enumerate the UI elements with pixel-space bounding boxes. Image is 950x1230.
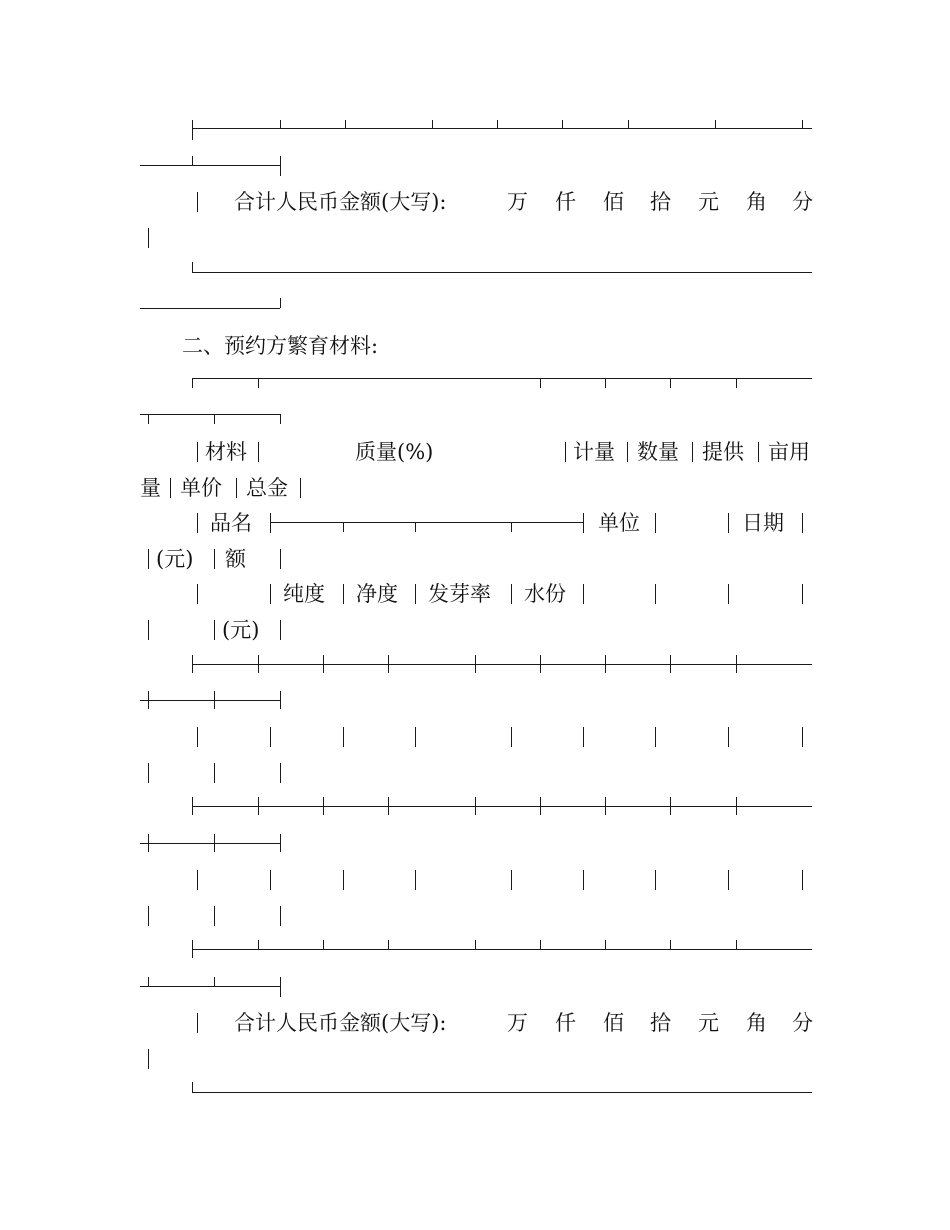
table-rule	[140, 165, 280, 166]
header-unit: 单位	[598, 511, 640, 535]
header-mu-yong: 亩用	[768, 440, 810, 464]
table-rule	[670, 655, 671, 673]
table-rule	[475, 797, 476, 815]
header-mu-yong-cont: 量	[140, 476, 161, 500]
table-rule	[214, 834, 215, 852]
table-rule	[280, 156, 281, 176]
table-rule	[192, 655, 193, 673]
table-rule	[258, 655, 259, 673]
table-rule	[270, 513, 271, 533]
table-rule	[343, 727, 344, 747]
table-rule	[280, 620, 281, 640]
table-rule	[280, 549, 281, 569]
table-rule	[415, 727, 416, 747]
table-rule	[670, 940, 671, 949]
table-rule	[655, 727, 656, 747]
table-rule	[511, 522, 512, 532]
table-rule	[388, 797, 389, 815]
table-rule	[345, 120, 346, 128]
table-rule	[140, 308, 280, 309]
table-rule	[758, 442, 759, 462]
table-rule	[140, 414, 280, 415]
table-rule	[736, 797, 737, 815]
table-rule	[148, 620, 149, 640]
table-rule	[197, 870, 198, 890]
table-rule	[192, 378, 812, 379]
table-rule	[415, 584, 416, 604]
table-rule	[388, 655, 389, 673]
header-yuan-2: (元)	[222, 618, 260, 642]
table-rule	[802, 513, 803, 533]
table-rule	[214, 977, 215, 986]
header-moisture: 水份	[524, 582, 566, 606]
table-rule	[197, 513, 198, 533]
table-rule	[655, 513, 656, 533]
header-cleanliness: 净度	[356, 582, 398, 606]
table-rule	[148, 1049, 149, 1069]
table-rule	[605, 797, 606, 815]
table-rule	[192, 128, 812, 129]
table-rule	[655, 584, 656, 604]
table-rule	[192, 949, 812, 950]
table-rule	[258, 378, 259, 388]
table-rule	[236, 478, 237, 498]
header-provide: 提供	[702, 440, 744, 464]
table-rule	[270, 522, 583, 523]
table-rule	[802, 584, 803, 604]
table-rule	[214, 549, 215, 569]
table-rule	[323, 940, 324, 949]
table-rule	[140, 986, 280, 987]
table-rule	[343, 870, 344, 890]
table-rule	[511, 584, 512, 604]
header-total-cont: 额	[225, 547, 246, 571]
unit-qian-bottom: 仟	[555, 1011, 576, 1035]
table-rule	[432, 120, 433, 128]
table-rule	[540, 797, 541, 815]
table-rule	[670, 378, 671, 388]
header-purity: 纯度	[283, 582, 325, 606]
table-rule	[627, 442, 628, 462]
table-rule	[736, 378, 737, 388]
table-rule	[715, 120, 716, 128]
table-rule	[728, 513, 729, 533]
table-rule	[197, 442, 198, 462]
table-rule	[583, 513, 584, 533]
table-rule	[280, 906, 281, 926]
table-rule	[148, 977, 149, 986]
table-rule	[148, 906, 149, 926]
unit-fen-bottom: 分	[792, 1011, 813, 1035]
table-rule	[214, 906, 215, 926]
table-rule	[140, 700, 280, 701]
table-rule	[802, 727, 803, 747]
unit-bai-bottom: 佰	[603, 1011, 624, 1035]
table-rule	[197, 584, 198, 604]
table-rule	[415, 522, 416, 532]
table-rule	[258, 797, 259, 815]
table-rule	[148, 549, 149, 569]
table-rule	[192, 1092, 812, 1093]
unit-shi-bottom: 拾	[650, 1011, 671, 1035]
table-rule	[192, 664, 812, 665]
table-rule	[192, 120, 193, 140]
table-rule	[148, 414, 149, 424]
unit-wan-bottom: 万	[507, 1011, 528, 1035]
table-rule	[192, 806, 812, 807]
table-rule	[280, 834, 281, 852]
table-rule	[300, 478, 301, 498]
table-rule	[605, 655, 606, 673]
table-rule	[728, 584, 729, 604]
total-label: 合计人民币金额(大写):	[234, 190, 447, 214]
table-rule	[280, 120, 281, 128]
table-rule	[802, 120, 803, 128]
header-quality: 质量(%)	[355, 440, 434, 464]
table-rule	[323, 797, 324, 815]
table-rule	[565, 442, 566, 462]
table-rule	[736, 655, 737, 673]
table-rule	[540, 940, 541, 949]
table-rule	[583, 870, 584, 890]
unit-yuan-bottom: 元	[698, 1011, 719, 1035]
table-rule	[497, 120, 498, 128]
table-rule	[728, 870, 729, 890]
table-rule	[270, 727, 271, 747]
table-rule	[197, 727, 198, 747]
table-rule	[802, 870, 803, 890]
table-rule	[270, 870, 271, 890]
table-rule	[280, 977, 281, 997]
table-rule	[280, 763, 281, 783]
table-rule	[511, 870, 512, 890]
unit-wan: 万	[507, 190, 528, 214]
table-rule	[192, 797, 193, 815]
table-rule	[562, 120, 563, 128]
table-rule	[280, 691, 281, 709]
unit-fen: 分	[792, 190, 813, 214]
table-rule	[280, 298, 281, 308]
table-rule	[148, 228, 149, 248]
table-rule	[280, 414, 281, 424]
table-rule	[343, 584, 344, 604]
header-germination: 发芽率	[428, 582, 491, 606]
table-rule	[540, 378, 541, 388]
table-rule	[540, 655, 541, 673]
table-rule	[214, 620, 215, 640]
table-rule	[192, 156, 193, 165]
table-rule	[214, 763, 215, 783]
table-rule	[605, 378, 606, 388]
table-rule	[197, 1013, 198, 1033]
total-label-bottom: 合计人民币金额(大写):	[234, 1011, 447, 1035]
unit-shi: 拾	[650, 190, 671, 214]
table-rule	[583, 584, 584, 604]
table-rule	[192, 1082, 193, 1092]
table-rule	[583, 727, 584, 747]
table-rule	[415, 870, 416, 890]
header-unit-price: 单价	[180, 476, 222, 500]
section-heading: 二、预约方繁育材料:	[182, 334, 379, 358]
table-rule	[728, 727, 729, 747]
unit-bai: 佰	[603, 190, 624, 214]
header-total: 总金	[246, 476, 288, 500]
table-rule	[170, 478, 171, 498]
table-rule	[670, 797, 671, 815]
table-rule	[192, 272, 812, 273]
table-rule	[736, 940, 737, 949]
unit-yuan: 元	[698, 190, 719, 214]
table-rule	[214, 691, 215, 709]
table-rule	[214, 414, 215, 424]
table-rule	[197, 192, 198, 212]
table-rule	[258, 442, 259, 462]
table-rule	[605, 940, 606, 949]
table-rule	[192, 262, 193, 272]
table-rule	[270, 584, 271, 604]
table-rule	[148, 763, 149, 783]
table-rule	[258, 940, 259, 949]
table-rule	[692, 442, 693, 462]
table-rule	[192, 378, 193, 388]
header-date: 日期	[742, 511, 784, 535]
table-rule	[475, 940, 476, 949]
table-rule	[655, 870, 656, 890]
table-rule	[628, 120, 629, 128]
table-rule	[148, 834, 149, 852]
table-rule	[192, 940, 193, 958]
header-measure: 计量	[573, 440, 615, 464]
table-rule	[148, 691, 149, 709]
header-yuan: (元)	[156, 547, 194, 571]
header-material: 材料	[205, 440, 247, 464]
header-product-name: 品名	[210, 511, 252, 535]
unit-jiao: 角	[746, 190, 767, 214]
table-rule	[140, 843, 280, 844]
unit-qian: 仟	[555, 190, 576, 214]
table-rule	[343, 522, 344, 532]
table-rule	[475, 655, 476, 673]
header-quantity: 数量	[637, 440, 679, 464]
table-rule	[323, 655, 324, 673]
table-rule	[388, 940, 389, 949]
unit-jiao-bottom: 角	[746, 1011, 767, 1035]
table-rule	[511, 727, 512, 747]
